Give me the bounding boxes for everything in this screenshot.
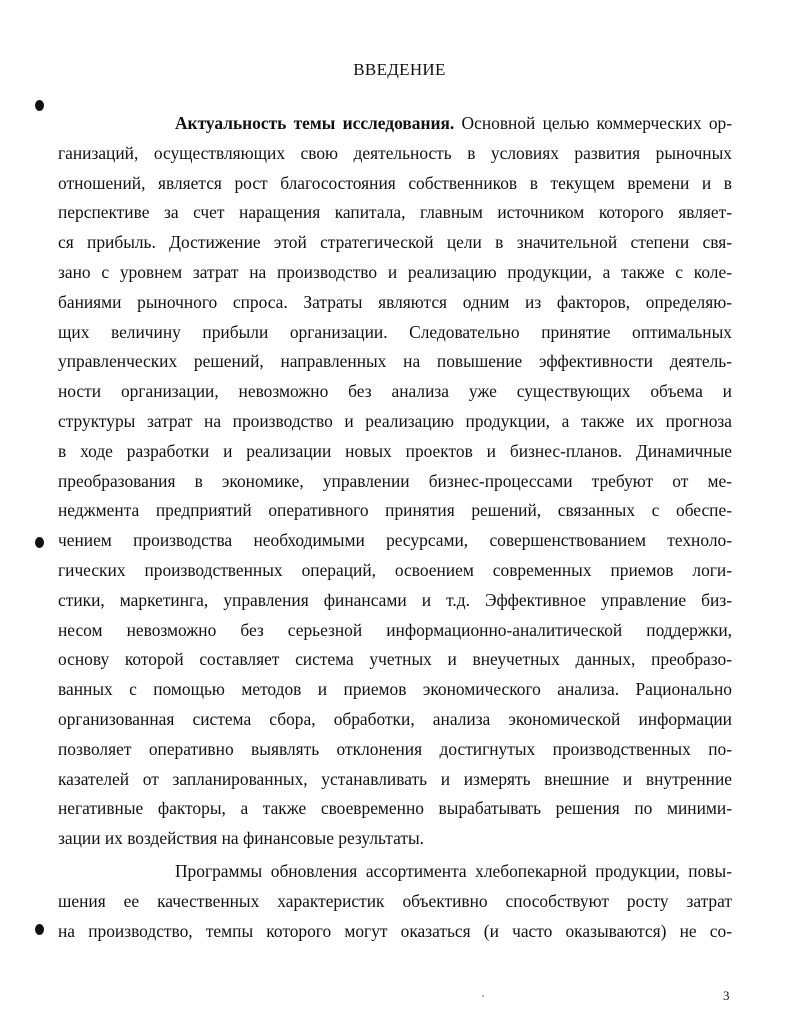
paragraph-line: шения ее качественных характеристик объективно способствуют росту затрат [58,890,732,911]
paragraph-line-text: Основной целью коммерческих ор- [454,113,732,133]
paragraph-line: на производство, темпы которого могут оказаться (и часто оказываются) не со- [58,920,732,941]
paragraph-line: стики, маркетинга, управления финансами и т.д. Эффективное управление биз- [58,589,732,610]
paragraph-line: ганизаций, осуществляющих свою деятельность в условиях развития рыночных [58,142,732,163]
paragraph-line: позволяет оперативно выявлять отклонения достигнутых производственных по- [58,738,732,759]
page-title: ВВЕДЕНИЕ [353,60,446,79]
paragraph-1 [58,109,732,854]
paragraph-line-text: Программы обновления ассортимента хлебопекарной продукции, повы- [175,861,732,881]
paragraph-line: перспективе за счет наращения капитала, главным источником которого являет- [58,202,732,223]
paragraph-line: преобразования в экономике, управлении бизнес-процессами требуют от ме- [58,470,732,491]
paragraph-line: чением производства необходимыми ресурсами, совершенствованием техноло- [58,530,732,551]
paragraph-lead: Актуальность темы исследования. [175,113,455,133]
paragraph-line: зано с уровнем затрат на производство и реализацию продукции, а также с коле- [58,261,732,282]
scan-speck [482,995,484,997]
paragraph-line: казателей от запланированных, устанавливать и измерять внешние и внутренние [58,768,732,789]
paragraph-line [58,857,732,887]
paragraph-line: баниями рыночного спроса. Затраты являются одним из факторов, определяю- [58,291,732,312]
paragraph-line: ности организации, невозможно без анализа уже существующих объема и [58,381,732,402]
binding-hole-mark-bottom [35,924,44,935]
binding-hole-mark-middle [35,537,44,548]
paragraph-line: неджмента предприятий оперативного принятия решений, связанных с обеспе- [58,500,732,521]
paragraph-line: организованная система сбора, обработки, анализа экономической информации [58,708,732,729]
paragraph-line: щих величину прибыли организации. Следовательно принятие оптимальных [58,321,732,342]
paragraph-line: основу которой составляет система учетных и внеучетных данных, преобразо- [58,649,732,670]
paragraph-line: гических производственных операций, освоением современных приемов логи- [58,559,732,580]
paragraph-line: структуры затрат на производство и реализацию продукции, а также их прогноза [58,410,732,431]
paragraph-line: отношений, является рост благосостояния собственников в текущем времени и в [58,172,732,193]
paragraph-line: зации их воздействия на финансовые результаты. [58,828,424,849]
paragraph-line: несом невозможно без серьезной информационно-аналитической поддержки, [58,619,732,640]
paragraph-line: негативные факторы, а также своевременно вырабатывать решения по миними- [58,798,732,819]
paragraph-line: в ходе разработки и реализации новых проектов и бизнес-планов. Динамичные [58,440,732,461]
paragraph-line: управленческих решений, направленных на повышение эффективности деятель- [58,351,732,372]
paragraph-line: ся прибыль. Достижение этой стратегической цели в значительной степени свя- [58,232,732,253]
paragraph-2 [58,857,732,946]
binding-hole-mark-top [35,100,44,111]
paragraph-line [58,109,732,139]
paragraph-line: ванных с помощью методов и приемов экономического анализа. Рационально [58,679,732,700]
page-number: 3 [723,988,730,1003]
